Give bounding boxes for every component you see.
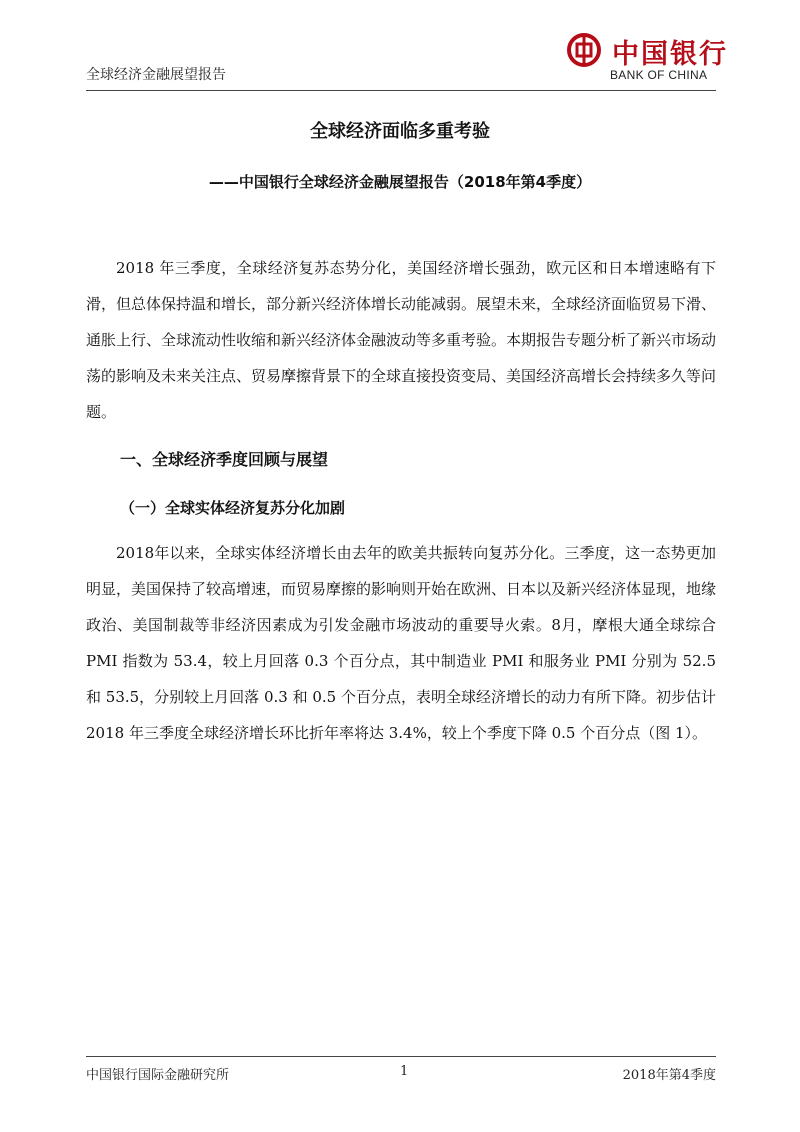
- bank-logo: [566, 30, 736, 86]
- intro-paragraph: 2018 年三季度，全球经济复苏态势分化，美国经济增长强劲，欧元区和日本增速略有下滑，但总体保持温和增长，部分新兴经济体增长动能减弱。展望未来，全球经济面临贸易下滑、通胀上行、全球流动性收缩和新兴经济体金融波动等多重考验。本期报告专题分析了新兴市场动荡的影响及未来关注点、贸易摩擦背景下的全球直接投资变局、美国经济高增长会持续多久等问题。: [86, 259, 717, 421]
- header-divider: [86, 90, 716, 91]
- header-report-name: 全球经济金融展望报告: [86, 67, 226, 83]
- page-subtitle: ——中国银行全球经济金融展望报告（2018年第4季度）: [208, 173, 592, 191]
- logo-name-en: BANK OF CHINA: [610, 68, 708, 82]
- footer-divider: [86, 1056, 716, 1057]
- subsection-heading: （一）全球实体经济复苏分化加剧: [120, 499, 346, 517]
- body-paragraph: 2018年以来，全球实体经济增长由去年的欧美共振转向复苏分化。三季度，这一态势更加明显，美国保持了较高增速，而贸易摩擦的影响则开始在欧洲、日本以及新兴经济体显现，地缘政治、美国制裁等非经济因素成为引发金融市场波动的重要导火索。8月，摩根大通全球综合 PMI 指数为 53.4，较上月回落 0.3 个百分点，其中制造业 PMI 和服务业 PMI 分别为 52.5 和 53.5，分别较上月回落 0.3 和 0.5 个百分点，表明全球经济增长的动力有所下降。初步估计 2018 年三季度全球经济增长环比折年率将达 3.4%，较上个季度下降 0.5 个百分点（图 1）。: [86, 544, 717, 742]
- bank-of-china-logo-icon: [566, 32, 602, 68]
- section-heading: 一、全球经济季度回顾与展望: [120, 450, 329, 469]
- footer-period: 2018年第4季度: [622, 1068, 716, 1083]
- page-title: 全球经济面临多重考验: [310, 121, 490, 142]
- footer-institute: 中国银行国际金融研究所: [86, 1068, 230, 1083]
- page-number: 1: [400, 1064, 409, 1079]
- logo-name-cn: 中国银行: [612, 39, 728, 70]
